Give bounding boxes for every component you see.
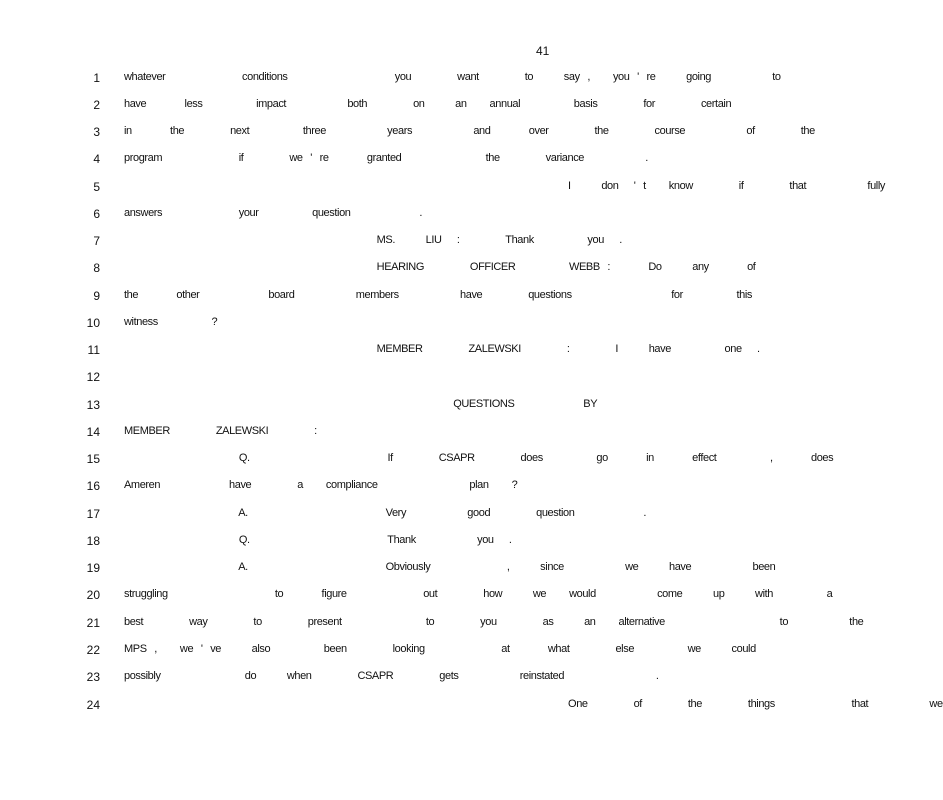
line-number: 24 xyxy=(86,698,100,712)
line-text: have less impact both on an annual basis for certain xyxy=(124,98,732,110)
line-number: 20 xyxy=(86,588,100,602)
line-number: 8 xyxy=(93,261,100,275)
line-text: I don ' t know if that fully xyxy=(124,180,885,192)
line-number: 10 xyxy=(86,316,100,330)
transcript-line xyxy=(0,561,776,577)
line-text: QUESTIONS BY xyxy=(124,398,598,410)
line-number: 16 xyxy=(86,479,100,493)
line-number: 18 xyxy=(86,534,100,548)
line-number: 12 xyxy=(86,370,100,384)
line-number: 6 xyxy=(93,207,100,221)
line-number: 4 xyxy=(93,152,100,166)
transcript-line xyxy=(0,71,781,87)
transcript-line xyxy=(0,616,864,632)
transcript-line xyxy=(0,670,659,686)
line-number: 19 xyxy=(86,561,100,575)
page-number: 41 xyxy=(536,44,550,58)
transcript-line xyxy=(0,588,833,604)
transcript-line xyxy=(0,207,618,223)
transcript-line xyxy=(0,479,618,495)
transcript-line xyxy=(0,370,618,386)
line-number: 7 xyxy=(93,234,100,248)
line-text: possibly do when CSAPR gets reinstated . xyxy=(124,670,659,682)
line-number: 11 xyxy=(87,343,100,357)
transcript-line xyxy=(0,343,760,359)
line-number: 9 xyxy=(93,289,100,303)
line-text: MPS , we ' ve also been looking at what else we could xyxy=(124,643,756,655)
line-number: 5 xyxy=(93,180,100,194)
line-number: 1 xyxy=(93,71,100,85)
line-number: 14 xyxy=(86,425,100,439)
line-text: whatever conditions you want to say , you ' re going to xyxy=(124,71,781,83)
line-text: program if we ' re granted the variance . xyxy=(124,152,648,164)
transcript-line xyxy=(0,152,648,168)
transcript-line xyxy=(0,289,752,305)
transcript-line xyxy=(0,125,815,141)
transcript-line xyxy=(0,398,618,414)
line-text: MEMBER ZALEWSKI : xyxy=(124,425,317,437)
transcript-line xyxy=(0,261,756,277)
line-text: Ameren have a compliance plan ? xyxy=(124,479,518,491)
transcript-line xyxy=(0,452,834,468)
line-text: in the next three years and over the course of the xyxy=(124,125,815,137)
line-text: A. Very good question . xyxy=(124,507,647,519)
line-number: 22 xyxy=(86,643,100,657)
line-text: struggling to figure out how we would come up with a xyxy=(124,588,833,600)
transcript-line xyxy=(0,534,618,550)
line-text: MEMBER ZALEWSKI : I have one . xyxy=(124,343,760,355)
line-text: witness ? xyxy=(124,316,218,328)
line-text: best way to present to you as an alternative to the xyxy=(124,616,864,628)
transcript-line xyxy=(0,98,732,114)
line-number: 17 xyxy=(86,507,100,521)
line-number: 3 xyxy=(93,125,100,139)
line-text: One of the things that we xyxy=(124,698,943,710)
line-number: 23 xyxy=(86,670,100,684)
line-text: answers your question . xyxy=(124,207,423,219)
line-number: 15 xyxy=(86,452,100,466)
line-number: 13 xyxy=(86,398,100,412)
line-text: the other board members have questions for this xyxy=(124,289,752,301)
transcript-line xyxy=(0,180,885,196)
line-text: A. Obviously , since we have been xyxy=(124,561,776,573)
line-text: MS. LIU : Thank you . xyxy=(124,234,622,246)
transcript-line xyxy=(0,316,618,332)
transcript-line xyxy=(0,507,647,523)
transcript-line xyxy=(0,698,943,714)
transcript-line xyxy=(0,234,622,250)
transcript-line xyxy=(0,425,618,441)
line-text: Q. If CSAPR does go in effect , does xyxy=(124,452,834,464)
line-text: Q. Thank you . xyxy=(124,534,512,546)
transcript-line xyxy=(0,643,756,659)
line-number: 21 xyxy=(86,616,100,630)
line-number: 2 xyxy=(93,98,100,112)
line-text: HEARING OFFICER WEBB : Do any of xyxy=(124,261,756,273)
